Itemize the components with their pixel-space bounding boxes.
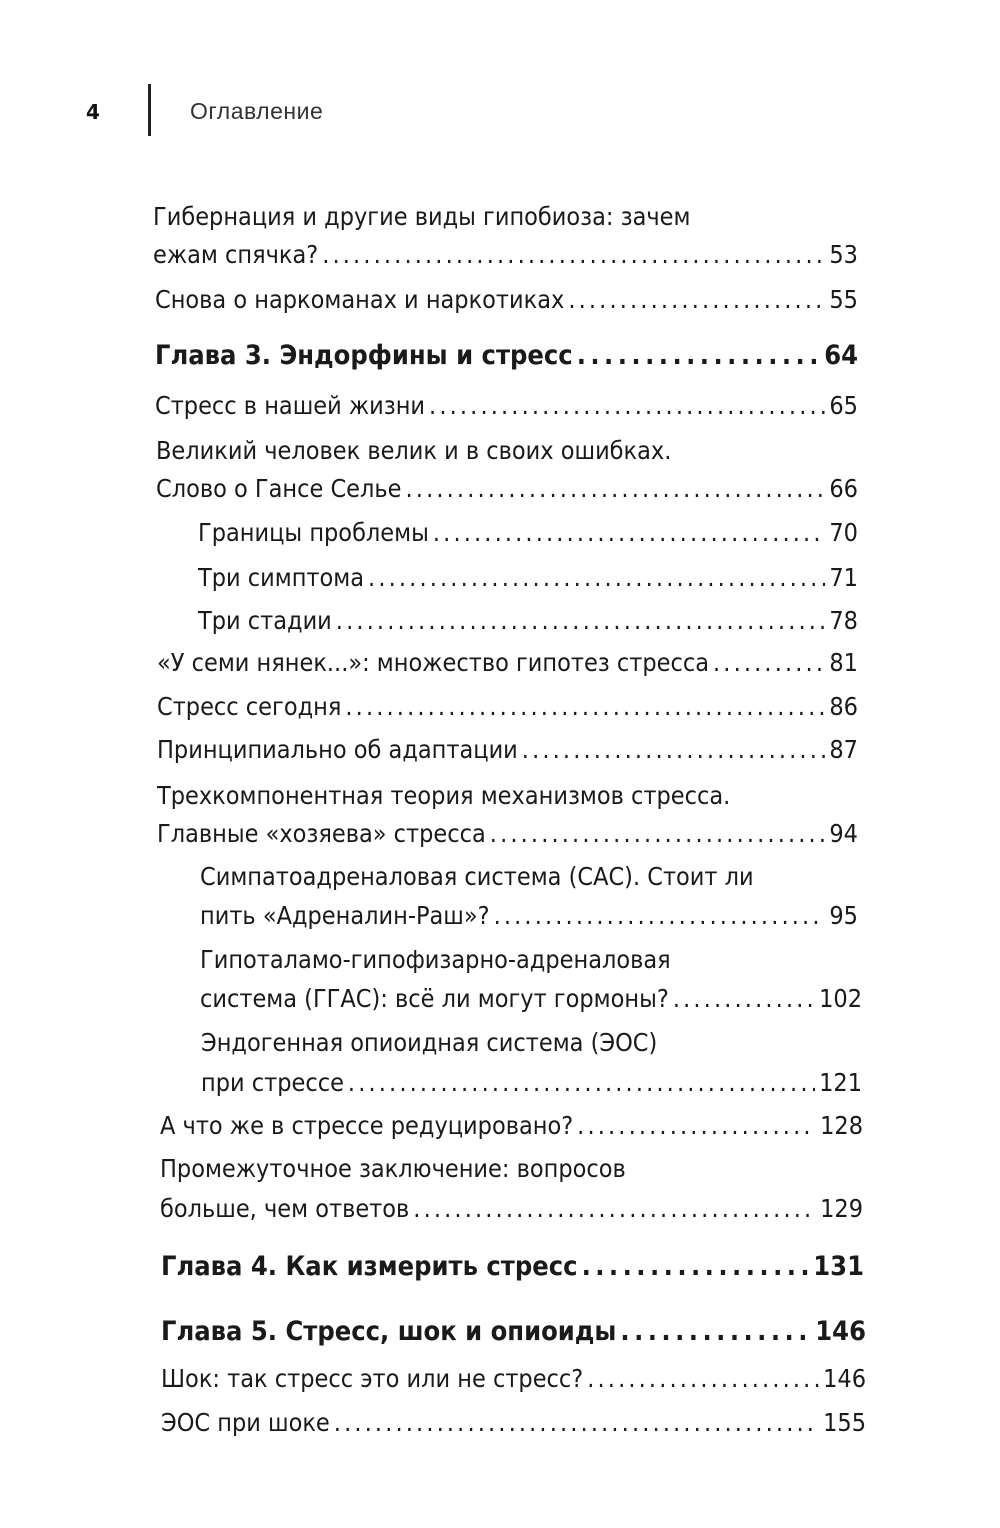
toc-entry-page: 55 bbox=[829, 285, 858, 314]
toc-entry-page: 155 bbox=[823, 1408, 866, 1437]
leader-dots bbox=[433, 518, 825, 548]
toc-entry-page: 131 bbox=[813, 1251, 864, 1282]
toc-chapter-entry[interactable] bbox=[161, 1317, 866, 1347]
toc-entry-page: 53 bbox=[829, 240, 858, 269]
toc-entry-title-line: Промежуточное заключение: вопросов bbox=[160, 1154, 626, 1183]
toc-entry-page: 128 bbox=[820, 1111, 863, 1140]
toc-entry[interactable] bbox=[200, 984, 862, 1014]
leader-dots bbox=[345, 692, 825, 722]
toc-entry-title: Глава 4. Как измерить стресс bbox=[161, 1251, 578, 1282]
leader-dots bbox=[336, 606, 826, 636]
toc-entry-page: 95 bbox=[829, 901, 858, 930]
leader-dots bbox=[577, 341, 821, 371]
leader-dots bbox=[568, 285, 825, 315]
running-title: Оглавление bbox=[190, 98, 324, 124]
toc-entry-title: Границы проблемы bbox=[198, 518, 429, 547]
leader-dots bbox=[413, 1194, 816, 1224]
toc-entry[interactable] bbox=[201, 1068, 862, 1098]
toc-entry-title: Шок: так стресс это или не стресс? bbox=[161, 1364, 584, 1393]
toc-entry-page: 78 bbox=[829, 606, 858, 635]
leader-dots bbox=[406, 474, 826, 504]
toc-entry[interactable] bbox=[156, 474, 858, 504]
toc-entry[interactable] bbox=[200, 901, 858, 931]
leader-dots bbox=[713, 648, 825, 678]
toc-chapter-entry[interactable] bbox=[155, 341, 858, 371]
toc-entry[interactable] bbox=[198, 518, 858, 548]
toc-entry-title: Слово о Гансе Селье bbox=[156, 474, 402, 503]
toc-entry[interactable] bbox=[155, 391, 858, 421]
toc-entry-title-line: Эндогенная опиоидная система (ЭОС) bbox=[201, 1028, 658, 1057]
toc-entry-page: 86 bbox=[829, 692, 858, 721]
toc-entry-title: Три стадии bbox=[198, 606, 332, 635]
toc-entry-page: 146 bbox=[815, 1316, 866, 1347]
leader-dots bbox=[490, 819, 826, 849]
toc-entry-page: 87 bbox=[829, 735, 858, 764]
toc-entry-page: 70 bbox=[829, 518, 858, 547]
leader-dots bbox=[429, 391, 825, 421]
toc-entry[interactable] bbox=[153, 240, 858, 270]
leader-dots bbox=[494, 901, 826, 931]
toc-entry-title: Стресс сегодня bbox=[157, 692, 342, 721]
toc-entry-title-line: Симпатоадреналовая система (САС). Стоит ли bbox=[200, 862, 754, 891]
toc-entry-title: «У семи нянек...»: множество гипотез стресса bbox=[157, 648, 710, 677]
toc-entry[interactable] bbox=[160, 1111, 863, 1141]
toc-entry-page: 129 bbox=[820, 1194, 863, 1223]
toc-entry-page: 102 bbox=[819, 984, 862, 1013]
header-divider bbox=[148, 84, 151, 136]
leader-dots bbox=[368, 563, 825, 593]
toc-entry-title: Стресс в нашей жизни bbox=[155, 391, 426, 420]
toc-entry-title-line: Гибернация и другие виды гипобиоза: зачем bbox=[153, 202, 691, 231]
toc-entry-title: ЭОС при шоке bbox=[161, 1408, 330, 1437]
toc-entry[interactable] bbox=[155, 285, 858, 315]
toc-entry[interactable] bbox=[198, 563, 858, 593]
leader-dots bbox=[522, 735, 826, 765]
leader-dots bbox=[582, 1252, 810, 1282]
toc-entry-page: 65 bbox=[829, 391, 858, 420]
toc-entry-page: 66 bbox=[829, 474, 858, 503]
toc-entry[interactable] bbox=[161, 1364, 866, 1394]
toc-entry-title: Главные «хозяева» стресса bbox=[157, 819, 486, 848]
toc-entry-page: 81 bbox=[829, 648, 858, 677]
toc-entry-title: Принципиально об адаптации bbox=[157, 735, 518, 764]
toc-entry[interactable] bbox=[161, 1408, 866, 1438]
toc-entry-title-line: Трехкомпонентная теория механизмов стресса. bbox=[157, 781, 731, 810]
toc-entry-title: Глава 3. Эндорфины и стресс bbox=[155, 340, 573, 371]
leader-dots bbox=[334, 1408, 819, 1438]
toc-chapter-entry[interactable] bbox=[161, 1252, 864, 1282]
toc-entry[interactable] bbox=[160, 1194, 863, 1224]
toc-entry[interactable] bbox=[157, 819, 858, 849]
leader-dots bbox=[620, 1317, 811, 1347]
leader-dots bbox=[587, 1364, 819, 1394]
toc-entry-title: Три симптома bbox=[198, 563, 365, 592]
toc-entry[interactable] bbox=[157, 735, 858, 765]
toc-entry-page: 64 bbox=[824, 340, 858, 371]
toc-entry-title: система (ГГАС): всё ли могут гормоны? bbox=[200, 984, 669, 1013]
leader-dots bbox=[673, 984, 815, 1014]
toc-entry-title: А что же в стрессе редуцировано? bbox=[160, 1111, 574, 1140]
toc-entry-title: Снова о наркоманах и наркотиках bbox=[155, 285, 565, 314]
toc-entry-page: 121 bbox=[819, 1068, 862, 1097]
toc-entry-title: Глава 5. Стресс, шок и опиоиды bbox=[161, 1316, 617, 1347]
toc-entry-page: 71 bbox=[829, 563, 858, 592]
toc-entry-title: больше, чем ответов bbox=[160, 1194, 410, 1223]
page-number: 4 bbox=[86, 100, 100, 124]
toc-entry-title: при стрессе bbox=[201, 1068, 344, 1097]
toc-entry-title: ежам спячка? bbox=[153, 240, 319, 269]
toc-entry-title: пить «Адреналин-Раш»? bbox=[200, 901, 490, 930]
leader-dots bbox=[348, 1068, 815, 1098]
leader-dots bbox=[322, 240, 825, 270]
toc-entry-title-line: Великий человек велик и в своих ошибках. bbox=[156, 436, 672, 465]
toc-entry-title-line: Гипоталамо-гипофизарно-адреналовая bbox=[200, 945, 671, 974]
toc-entry-page: 94 bbox=[829, 819, 858, 848]
toc-entry[interactable] bbox=[198, 606, 858, 636]
toc-entry-page: 146 bbox=[823, 1364, 866, 1393]
toc-entry[interactable] bbox=[157, 692, 858, 722]
toc-entry[interactable] bbox=[157, 648, 858, 678]
leader-dots bbox=[577, 1111, 816, 1141]
